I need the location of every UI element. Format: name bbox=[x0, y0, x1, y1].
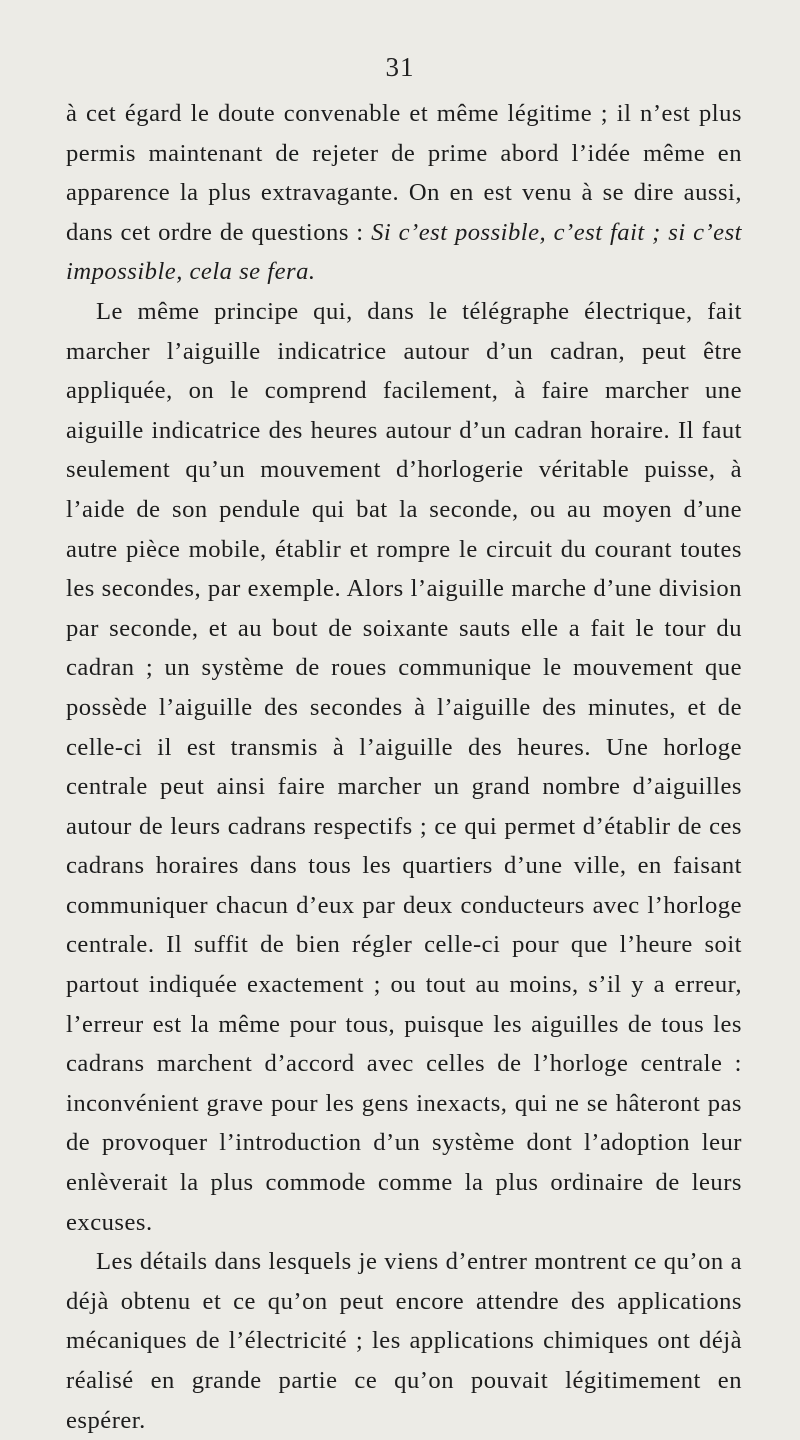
body-text bbox=[66, 94, 742, 1440]
paragraph-3: Les détails dans lesquels je viens d’entrer montrent ce qu’on a déjà obtenu et ce qu’on peut encore attendre des applications mécaniques de l’électricité ; les applications chimiques ont déjà réalisé en grande partie ce qu’on pouvait légitimement en espérer. bbox=[66, 1248, 742, 1434]
italic-quote: Si c’est possible, c’est fait ; si c’est impossible, cela se fera. bbox=[66, 218, 742, 286]
paragraph-2: Le même principe qui, dans le télégraphe électrique, fait marcher l’aiguille indicatrice autour d’un cadran, peut être appliquée, on le comprend facilement, à faire marcher une aiguille indicatrice des heures autour d’un cadran horaire. Il faut seulement qu’un mouvement d’horlogerie véritable puisse, à l’aide de son pendule qui bat la seconde, ou au moyen d’une autre pièce mobile, établir et rompre le circuit du courant toutes les secondes, par exemple. Alors l’aiguille marche d’une division par seconde, et au bout de soixante sauts elle a fait le tour du cadran ; un système de roues communique le mouvement que possède l’aiguille des secondes à l’aiguille des minutes, et de celle-ci il est transmis à l’aiguille des heures. Une horloge centrale peut ainsi faire marcher un grand nombre d’aiguilles autour de leurs cadrans respectifs ; ce qui permet d’établir de ces cadrans horaires dans tous les quartiers d’une ville, en faisant communiquer chacun d’eux par deux conducteurs avec l’horloge centrale. Il suffit de bien régler celle-ci pour que l’heure soit partout indiquée exactement ; ou tout au moins, s’il y a erreur, l’erreur est la même pour tous, puisque les aiguilles de tous les cadrans marchent d’accord avec celles de l’horloge centrale : inconvénient grave pour les gens inexacts, qui ne se hâteront pas de provoquer l’introduction d’un système dont l’adoption leur enlèverait la plus commode comme la plus ordinaire de leurs excuses. bbox=[66, 297, 742, 1236]
paragraph-1-text: à cet égard le doute convenable et même légitime ; il n’est plus permis maintenant de rejeter de prime abord l’idée même en apparence la plus extravagante. On en est venu à se dire aussi, dans cet ordre de questions : bbox=[66, 100, 742, 246]
page-number: 31 bbox=[385, 52, 415, 82]
paragraph-1 bbox=[66, 94, 742, 292]
